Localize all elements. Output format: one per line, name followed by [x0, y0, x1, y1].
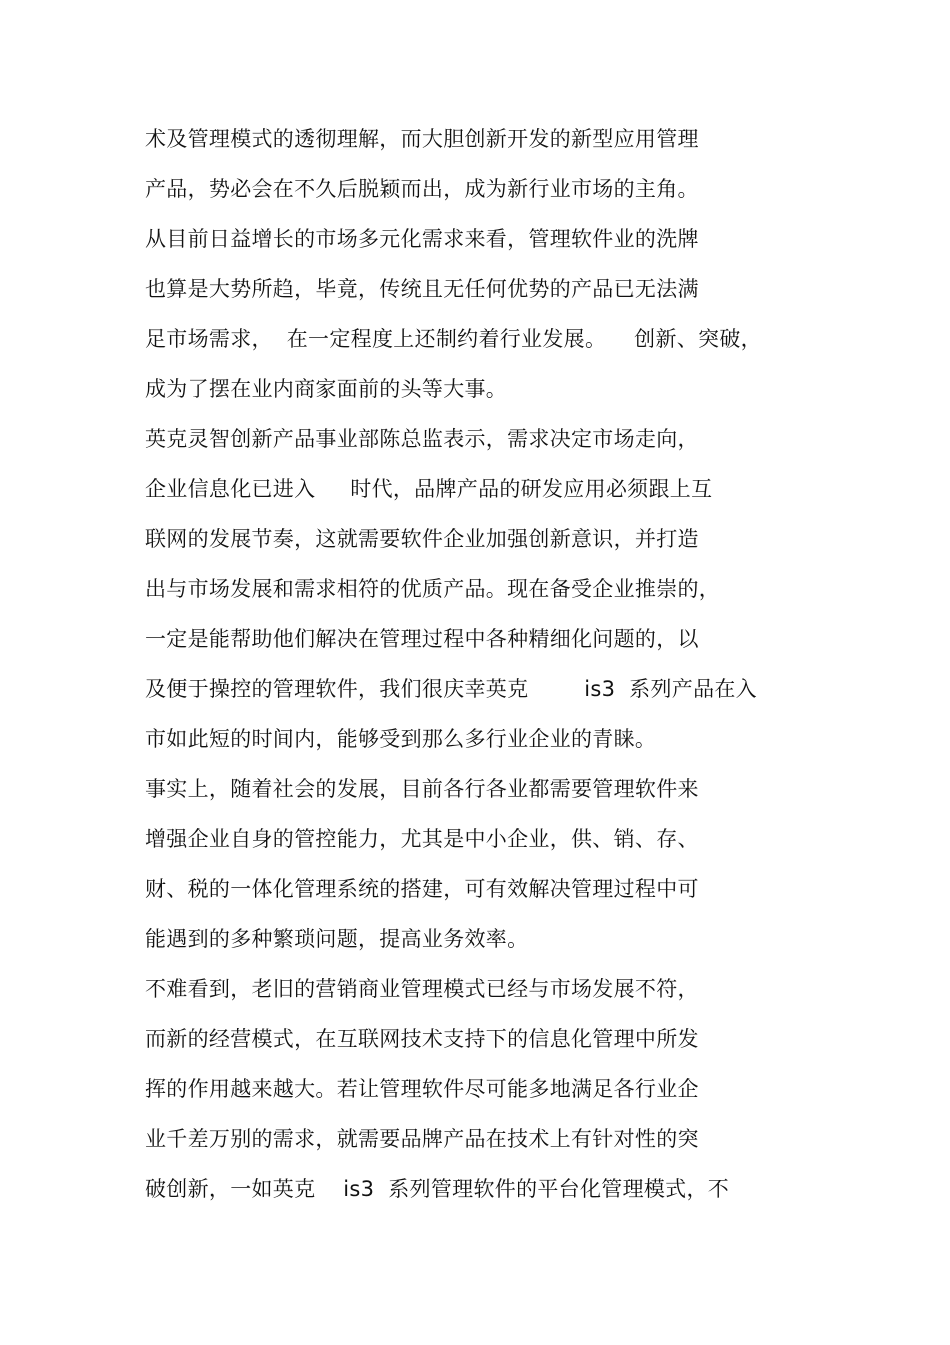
text-line: 出与市场发展和需求相符的优质产品。现在备受企业推崇的， — [145, 577, 721, 601]
text-line: 也算是大势所趋，毕竟，传统且无任何优势的产品已无法满 — [145, 277, 699, 301]
text-line: 联网的发展节奏，这就需要软件企业加强创新意识，并打造 — [145, 527, 699, 551]
text-line: 企业信息化已进入 时代，品牌产品的研发应用必须跟上互 — [145, 477, 713, 501]
text-line: 产品，势必会在不久后脱颖而出，成为新行业市场的主角。 — [145, 177, 699, 201]
text-line: 业千差万别的需求，就需要品牌产品在技术上有针对性的突 — [145, 1127, 699, 1151]
text-line: 一定是能帮助他们解决在管理过程中各种精细化问题的，以 — [145, 627, 699, 651]
text-line: 能遇到的多种繁琐问题，提高业务效率。 — [145, 927, 529, 951]
text-line: 挥的作用越来越大。若让管理软件尽可能多地满足各行业企 — [145, 1077, 699, 1101]
text-line: 增强企业自身的管控能力，尤其是中小企业，供、销、存、 — [145, 827, 699, 851]
text-line: 足市场需求， 在一定程度上还制约着行业发展。 创新、突破， — [145, 327, 762, 351]
text-line: 成为了摆在业内商家面前的头等大事。 — [145, 377, 508, 401]
text-line: 事实上，随着社会的发展，目前各行各业都需要管理软件来 — [145, 777, 699, 801]
text-line: 术及管理模式的透彻理解，而大胆创新开发的新型应用管理 — [145, 127, 699, 151]
text-line: 财、税的一体化管理系统的搭建，可有效解决管理过程中可 — [145, 877, 699, 901]
text-line: 而新的经营模式，在互联网技术支持下的信息化管理中所发 — [145, 1027, 699, 1051]
text-line: 市如此短的时间内，能够受到那么多行业企业的青睐。 — [145, 727, 657, 751]
text-line: 破创新，一如英克 is3 系列管理软件的平台化管理模式，不 — [145, 1177, 730, 1201]
text-line: 从目前日益增长的市场多元化需求来看，管理软件业的洗牌 — [145, 227, 699, 251]
text-line: 英克灵智创新产品事业部陈总监表示，需求决定市场走向， — [145, 427, 699, 451]
text-line: 及便于操控的管理软件，我们很庆幸英克 is3 系列产品在入 — [145, 677, 757, 701]
text-line: 不难看到，老旧的营销商业管理模式已经与市场发展不符， — [145, 977, 699, 1001]
